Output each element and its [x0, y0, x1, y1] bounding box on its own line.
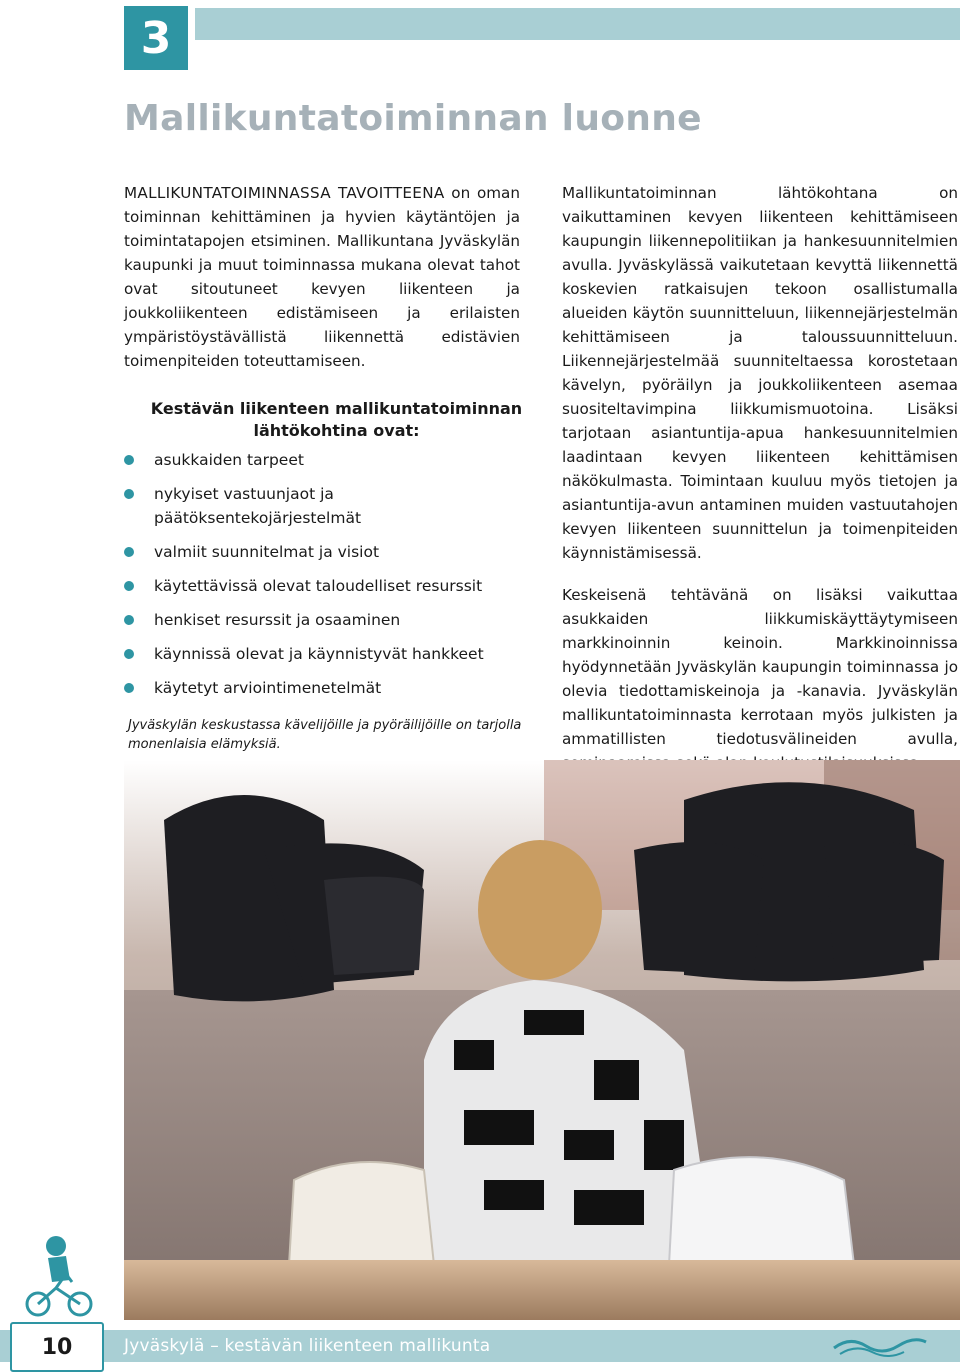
list-item: nykyiset vastuunjaot ja päätöksentekojärjestelmät: [124, 482, 544, 530]
bullet-icon: [124, 489, 134, 499]
list-item: käytettävissä olevat taloudelliset resurssit: [124, 574, 544, 598]
footer-title: Jyväskylä – kestävän liikenteen mallikunta: [124, 1336, 491, 1356]
list-item: valmiit suunnitelmat ja visiot: [124, 540, 544, 564]
chapter-number: 3: [124, 6, 188, 70]
intro-text: on oman toiminnan kehittäminen ja hyvien käytäntöjen ja toimintatapojen etsiminen. Mallikuntana Jyväskylän kaupunki ja muut toiminnassa mukana olevat tahot ovat sitoutuneet kevyen liikenteen ja joukkoliikenteen edistämiseen ja erilaisten ympäristöystävällistä liikennettä edistävien toimenpiteiden toteuttamiseen.: [124, 184, 520, 370]
bullet-icon: [124, 683, 134, 693]
intro-lead-caps: MALLIKUNTATOIMINNASSA TAVOITTEENA: [124, 184, 445, 202]
page-number: 10: [10, 1322, 104, 1372]
page-title: Mallikuntatoiminnan luonne: [124, 98, 702, 139]
principles-list: [124, 448, 544, 710]
wave-icon: [830, 1332, 930, 1360]
bullet-icon: [124, 455, 134, 465]
intro-paragraph: [124, 181, 520, 373]
cyclist-logo-icon: [22, 1232, 96, 1318]
list-item: käytetyt arviointimenetelmät: [124, 676, 544, 700]
bullet-icon: [124, 615, 134, 625]
bullet-icon: [124, 581, 134, 591]
right-paragraph-2: Keskeisenä tehtävänä on lisäksi vaikuttaa asukkaiden liikkumiskäyttäytymiseen markkinoinnin keinoin. Markkinoinnissa hyödynnetään Jyväskylän kaupungin toiminnassa jo olevia tiedottamiskeinoja ja -kanavia. Jyväskylän mallikuntatoiminnasta kerrotaan myös julkisten ja ammatillisten tiedotusvälineiden avulla,: [562, 586, 958, 748]
header-band: [195, 8, 960, 40]
bullet-icon: [124, 547, 134, 557]
list-title: Kestävän liikenteen mallikuntatoiminnan lähtökohtina ovat:: [150, 399, 523, 440]
photo-caption: Jyväskylän keskustassa kävelijöille ja pyöräilijöille on tarjolla monenlaisia elämyksiä.: [128, 718, 522, 752]
right-column: [562, 181, 958, 793]
right-paragraph-1: Mallikuntatoiminnan lähtökohtana on vaikuttaminen kevyen liikenteen kehittämiseen kaupungin liikennepolitiikan ja hankesuunnitelmien avulla. Jyväskylässä vaikutetaan kevyttä liikennettä koskevien ratkaisujen tekoon osallistumalla alueiden käytön suunnitteluun, liikennejärjestelmän kehittämiseen ja taloussuunnitteluun. Liikennejärjestelmää suunniteltaessa korostetaan kävelyn, pyöräilyn ja joukkoliikenteen asemaa suositeltavimpina liikkumismuotoina. Lisäksi tarjotaan asiantuntija-apua hankesuunnitelmien laadintaan kevyen liikenteen kehittämisen näkökulmasta. Toimintaan kuuluu myös tietojen ja asiantuntija-avun antaminen muiden vastuutahojen kevyen liikenteen suunnittelun ja toimenpiteiden käynnistämisessä.: [562, 184, 958, 562]
list-item: asukkaiden tarpeet: [124, 448, 544, 472]
street-photo: [124, 760, 960, 1320]
list-item: käynnissä olevat ja käynnistyvät hankkeet: [124, 642, 544, 666]
photo-illustration: [124, 760, 960, 1320]
bullet-icon: [124, 649, 134, 659]
list-item: henkiset resurssit ja osaaminen: [124, 608, 544, 632]
